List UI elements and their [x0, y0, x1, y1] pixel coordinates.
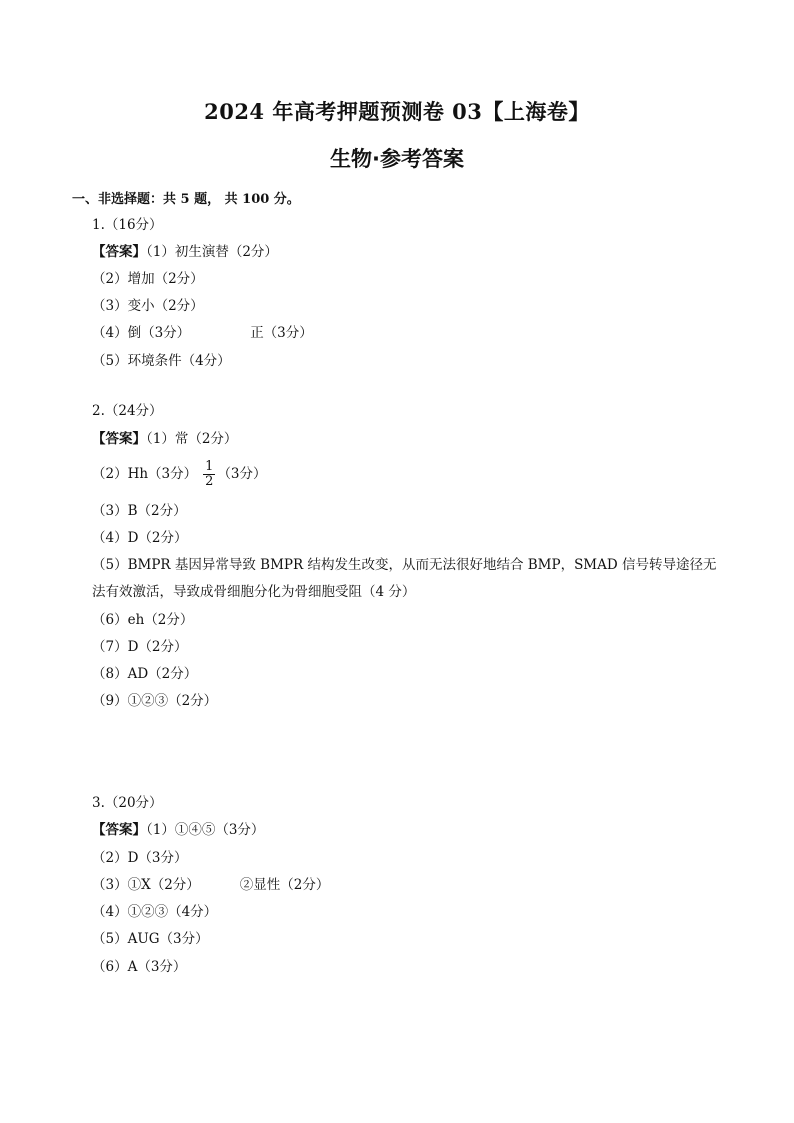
q2-answer-8: （8）AD（2分）: [92, 666, 198, 682]
q3-answer-3: [92, 875, 329, 895]
q1-answer-3: （3）变小（2分）: [92, 298, 204, 314]
q1-answer-2: （2）增加（2分）: [92, 271, 204, 287]
fraction: [203, 460, 215, 489]
q2-answer-1: [92, 429, 237, 449]
answer-label: 【答案】: [92, 431, 146, 447]
q2-answer-2: [92, 460, 267, 489]
q2-a2-right: （3分）: [217, 466, 267, 482]
q3-answer-4: （4）①②③（4分）: [92, 904, 218, 920]
q3-answer-5: （5）AUG（3分）: [92, 931, 209, 947]
q2-answer-4: （4）D（2分）: [92, 530, 188, 546]
answer-label: 【答案】: [92, 822, 146, 838]
q2-answer-6: （6）eh（2分）: [92, 612, 194, 628]
q2-answer-9: （9）①②③（2分）: [92, 693, 218, 709]
q1-a1-text: （1）初生演替（2分）: [146, 244, 278, 260]
q2-answer-3: （3）B（2分）: [92, 503, 187, 519]
q1-a4-left: （4）倒（3分）: [92, 325, 191, 341]
q2-header: 2.（24分）: [92, 403, 163, 419]
q2-a2-left: （2）Hh（3分）: [92, 466, 198, 482]
answer-label: 【答案】: [92, 244, 146, 260]
q1-answer-4: [92, 323, 313, 343]
fraction-denominator: 2: [205, 474, 214, 489]
q2-answer-7: （7）D（2分）: [92, 639, 188, 655]
fraction-numerator: 1: [205, 459, 214, 474]
q2-answer-5: （5）BMPR 基因异常导致 BMPR 结构发生改变，从而无法很好地结合 BMP，SMAD 信号转导途径无法有效激活，导致成骨细胞分化为骨细胞受阻（4 分）: [92, 557, 717, 600]
q3-answer-2: （2）D（3分）: [92, 850, 188, 866]
q3-header: 3.（20分）: [92, 795, 163, 811]
section-summary: 一、非选择题：共 5 题， 共 100 分。: [72, 192, 300, 207]
page-subtitle: 生物·参考答案: [330, 147, 464, 171]
q1-header: 1.（16分）: [92, 217, 163, 233]
q3-answer-1: [92, 820, 264, 840]
q3-a3-left: （3）①X（2分）: [92, 877, 200, 893]
q1-answer-1: [92, 242, 278, 262]
q2-a1-text: （1）常（2分）: [146, 431, 238, 447]
q3-a3-right: ②显性（2分）: [239, 877, 330, 893]
q3-answer-6: （6）A（3分）: [92, 959, 187, 975]
q1-answer-5: （5）环境条件（4分）: [92, 353, 231, 369]
q1-a4-right: 正（3分）: [250, 325, 313, 341]
page-title: 2024 年高考押题预测卷 03【上海卷】: [204, 99, 590, 124]
q3-a1-text: （1）①④⑤（3分）: [146, 822, 265, 838]
